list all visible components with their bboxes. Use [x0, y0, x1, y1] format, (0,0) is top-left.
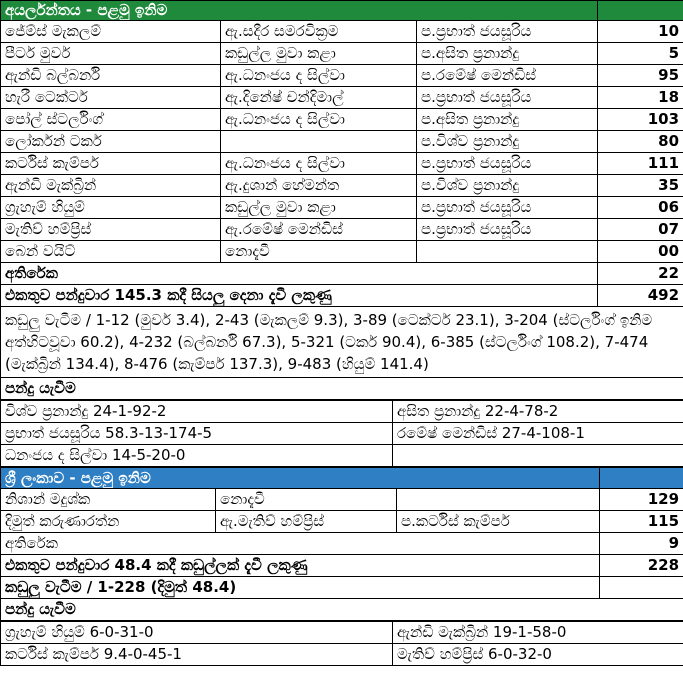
runs: 80 [598, 131, 683, 153]
bowler-figures: අසිත ප්‍රනාන්දු 22-4-78-2 [393, 401, 683, 423]
batter-name: කර්ටිස් කැම්පර් [1, 153, 221, 175]
batting-row [1, 21, 683, 43]
bowler: ප.ප්‍රභාත් ජයසූරිය [417, 21, 598, 43]
ireland-total-row: එකතුව පන්දුවාර 145.3 කදී සියලු දෙනා දැවී ලකුණු 492 [1, 285, 683, 307]
bowler: ප.ප්‍රභාත් ජයසූරිය [417, 219, 598, 241]
bowler: ප.රමේෂ් මෙන්ඩිස් [417, 65, 598, 87]
batting-row [1, 65, 683, 87]
dismissal: ඇ.දිනේෂ් චන්දිමාල් [221, 87, 417, 109]
runs: 115 [600, 511, 683, 533]
bowler-figures: ප්‍රභාත් ජයසූරිය 58.3-13-174-5 [1, 423, 393, 445]
srilanka-fall-of-wickets: කඩුලු වැටීම / 1-228 (දිමුත් 48.4) [1, 577, 600, 599]
dismissal: ඇ.ධනංජය ද සිල්වා [221, 65, 417, 87]
dismissal: ඇ.රමේෂ් මෙන්ඩිස් [221, 219, 417, 241]
bowler: ප.ප්‍රභාත් ජයසූරිය [417, 87, 598, 109]
dismissal [221, 131, 417, 153]
batter-name: බෙන් වයිට් [1, 241, 221, 263]
batter-name: දිමුත් කරුණාරත්න [1, 511, 216, 533]
batting-row [1, 489, 683, 511]
ireland-extras-row: අතිරේක 22 [1, 263, 683, 285]
bowler-figures: මැතිව් හම්ප්‍රිස් 6-0-32-0 [393, 644, 683, 666]
runs: 5 [598, 43, 683, 65]
batter-name: ඇන්ඩි බල්බර්නි [1, 65, 221, 87]
batting-row [1, 241, 683, 263]
srilanka-extras-row: අතිරේක 9 [1, 533, 683, 555]
runs: 18 [598, 87, 683, 109]
dismissal: කඩුල්ල මුවා කළා [221, 197, 417, 219]
srilanka-bowling-table [0, 621, 683, 666]
dismissal: ඇ.මැතිව් හම්ප්‍රිස් [216, 511, 397, 533]
runs: 103 [598, 109, 683, 131]
dismissal: නොදැවී [216, 489, 397, 511]
batter-name: ග්‍රැහැම් හියුම් [1, 197, 221, 219]
batting-row [1, 219, 683, 241]
srilanka-total-row: එකතුව පන්දුවාර 48.4 කදී කඩුල්ලක් දැවී ලකුණු 228 [1, 555, 683, 577]
bowler: ප.ප්‍රභාත් ජයසූරිය [417, 197, 598, 219]
dismissal: කඩුල්ල මුවා කළා [221, 43, 417, 65]
batting-row [1, 131, 683, 153]
srilanka-batting-table [0, 467, 683, 621]
dismissal: ඇ.සදීර සමරවික්‍රම [221, 21, 417, 43]
bowler: ප.අසිත ප්‍රනාන්දු [417, 109, 598, 131]
bowler-figures: විශ්ව ප්‍රනාන්දු 24-1-92-2 [1, 401, 393, 423]
batting-row [1, 43, 683, 65]
srilanka-innings-title: ශ්‍රී ලංකාව - පළමු ඉනිම [1, 468, 600, 489]
ireland-header-row [1, 1, 683, 21]
dismissal: ඇ.දුශාන් හේමන්ත [221, 175, 417, 197]
batter-name: හැරී ටෙක්ටර් [1, 87, 221, 109]
ireland-fow-row [1, 307, 683, 378]
batter-name: ඇන්ඩි මැක්බ්‍රින් [1, 175, 221, 197]
srilanka-header-row [1, 468, 683, 489]
bowling-row [1, 622, 683, 644]
bowler-figures: රමේෂ් මෙන්ඩිස් 27-4-108-1 [393, 423, 683, 445]
bowling-row [1, 445, 683, 467]
batter-name: ලෝර්කන් ටකර් [1, 131, 221, 153]
batter-name: නිශාන් මදුශ්ක [1, 489, 216, 511]
ireland-bowling-table [0, 400, 683, 467]
runs: 10 [598, 21, 683, 43]
bowling-row [1, 423, 683, 445]
batting-row [1, 109, 683, 131]
bowling-row [1, 644, 683, 666]
bowler: ප.ප්‍රභාත් ජයසූරිය [417, 153, 598, 175]
bowler-figures: කර්ටිස් කැම්පර් 9.4-0-45-1 [1, 644, 393, 666]
runs: 07 [598, 219, 683, 241]
dismissal: නොදැවී [221, 241, 417, 263]
bowler-figures: ධනංජය ද සිල්වා 14-5-20-0 [1, 445, 393, 467]
dismissal: ඇ.ධනංජය ද සිල්වා [221, 153, 417, 175]
runs: 111 [598, 153, 683, 175]
bowler-figures: ඇන්ඩි මැක්බ්‍රින් 19-1-58-0 [393, 622, 683, 644]
srilanka-fow-row [1, 577, 683, 599]
ireland-innings-title: අයර්ලන්තය - පළමු ඉනිම [1, 1, 598, 21]
batter-name: පෝල් ස්ටර්ලිංග් [1, 109, 221, 131]
ireland-bowling-heading-row: පන්දු යැවීම [1, 378, 683, 400]
runs: 35 [598, 175, 683, 197]
bowler: ප.විශ්ව ප්‍රනාන්දු [417, 131, 598, 153]
batting-row [1, 153, 683, 175]
bowler [397, 489, 600, 511]
bowler: ප.කර්ටිස් කැම්පර් [397, 511, 600, 533]
batting-row [1, 197, 683, 219]
batting-row [1, 87, 683, 109]
runs: 95 [598, 65, 683, 87]
batter-name: ජේම්ස් මැකලම් [1, 21, 221, 43]
bowling-row [1, 401, 683, 423]
batting-row [1, 511, 683, 533]
batter-name: පීටර් මුවර් [1, 43, 221, 65]
bowler-figures: ග්‍රැහැම් හියුම් 6-0-31-0 [1, 622, 393, 644]
ireland-fall-of-wickets: කඩුලු වැටීම / 1-12 (මුවර් 3.4), 2-43 (මැකලම් 9.3), 3-89 (ටෙක්ටර් 23.1), 3-204 (ස්ටර්ලිංග් ඉනිම අත්හිටවූවා 60.2), 4-232 (බල්බර්නි 67.3), 5-321 (ටකර් 90.4), 6-385 (ස්ටර්ලිංග් 108.2), 7-474 (මැක්බ්‍රින් 134.4), 8-476 (කැම්පර් 137.3), 9-483 (හියුම් 141.4) [1, 307, 683, 378]
batting-row [1, 175, 683, 197]
batter-name: මැතිව් හම්ප්‍රිස් [1, 219, 221, 241]
bowler: ප.අසිත ප්‍රනාන්දු [417, 43, 598, 65]
dismissal: ඇ.ධනංජය ද සිල්වා [221, 109, 417, 131]
srilanka-bowling-heading-row: පන්දු යැවීම [1, 599, 683, 621]
bowler: ප.විශ්ව ප්‍රනාන්දු [417, 175, 598, 197]
runs: 06 [598, 197, 683, 219]
runs: 129 [600, 489, 683, 511]
bowler-figures [393, 445, 683, 467]
bowler [417, 241, 598, 263]
runs: 00 [598, 241, 683, 263]
